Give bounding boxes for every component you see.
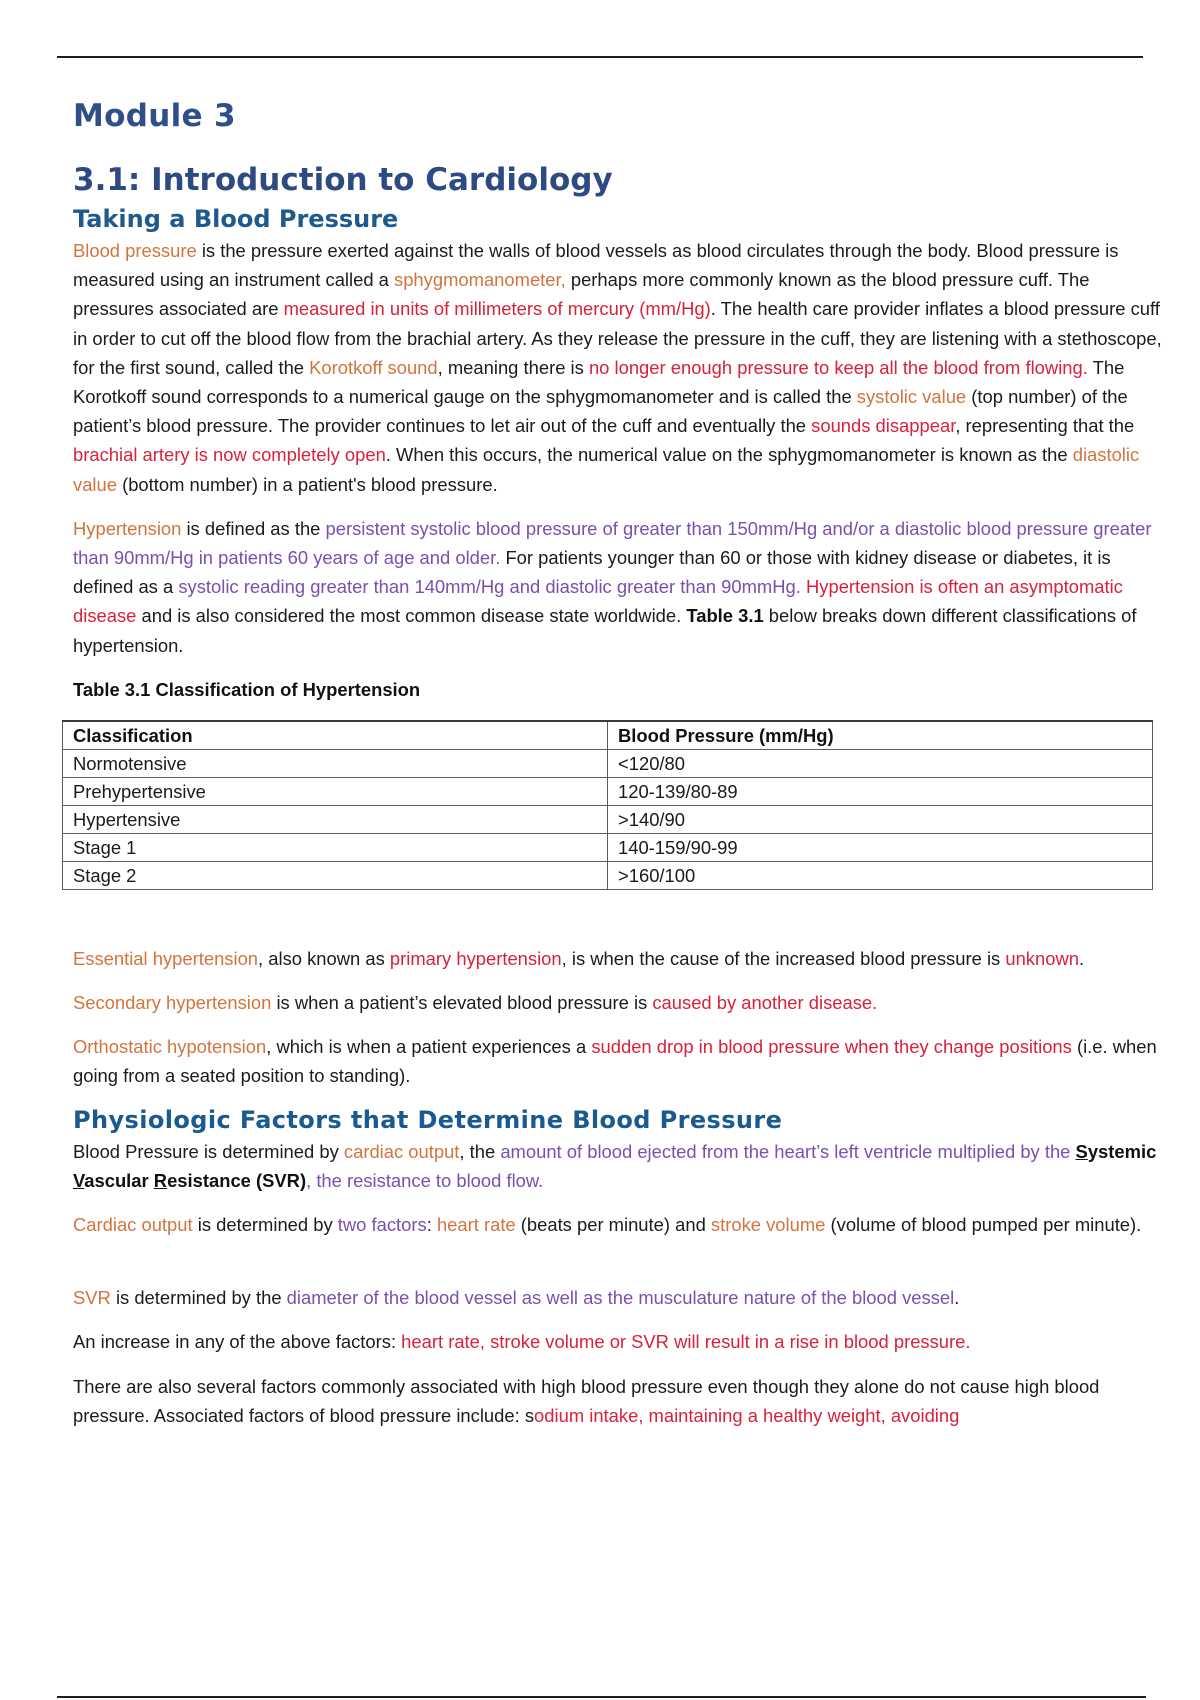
emphasis-units: measured in units of millimeters of mercury (mm/Hg) xyxy=(283,298,711,320)
paragraph-cardiac-output: Cardiac output is determined by two factors: heart rate (beats per minute) and stroke volume (volume of blood pumped per minute). xyxy=(73,1214,1142,1236)
cell-blood-pressure: <120/80 xyxy=(608,749,1153,777)
cell-classification: Stage 1 xyxy=(63,833,608,861)
emphasis-primary-hypertension: primary hypertension xyxy=(389,947,562,969)
term-cardiac-output-2: Cardiac output xyxy=(73,1214,193,1236)
emphasis-no-longer-enough-pressure: no longer enough pressure to keep all the blood from flowing. xyxy=(588,356,1088,378)
term-stroke-volume: stroke volume xyxy=(710,1214,826,1236)
definition-two-factors: two factors xyxy=(337,1214,427,1236)
term-cardiac-output: cardiac output xyxy=(343,1140,460,1162)
term-diastolic-value: diastolic value xyxy=(73,444,1140,495)
term-sphygmomanometer: sphygmomanometer, xyxy=(394,269,566,291)
cell-classification: Prehypertensive xyxy=(63,777,608,805)
definition-cardiac-output: amount of blood ejected from the heart’s left ventricle multiplied by the Systemic Vascular Resistance (SVR), the resistance to blood flow. xyxy=(73,1140,1157,1191)
paragraph-increase-factors: An increase in any of the above factors: heart rate, stroke volume or SVR will result in a rise in blood pressure. xyxy=(73,1331,971,1353)
term-heart-rate: heart rate xyxy=(436,1214,516,1236)
cell-blood-pressure: >160/100 xyxy=(608,861,1153,889)
paragraph-hypertension-definition: Hypertension is defined as the persistent systolic blood pressure of greater than 150mm/Hg and/or a diastolic blood pressure greater than 90mm/Hg in patients 60 years of age and older. For patients younger than 60 or those with kidney disease or diabetes, it is defined as a systolic reading greater than 140mm/Hg and diastolic greater than 90mmHg. Hypertension is often an asymptomatic disease and is also considered the most common disease state worldwide. Table 3.1 below breaks down different classifications of hypertension. xyxy=(73,517,1152,656)
cell-classification: Normotensive xyxy=(63,749,608,777)
emphasis-caused-by-disease: caused by another disease. xyxy=(652,992,878,1014)
emphasis-sudden-drop: sudden drop in blood pressure when they change positions xyxy=(591,1036,1072,1058)
table-row xyxy=(63,833,1153,861)
section-title-taking-blood-pressure: Taking a Blood Pressure xyxy=(73,205,399,233)
emphasis-artery-open: brachial artery is now completely open xyxy=(73,444,386,466)
definition-svr: diameter of the blood vessel as well as the musculature nature of the blood vessel xyxy=(286,1287,955,1309)
table-caption: Table 3.1 Classification of Hypertension xyxy=(73,678,421,700)
term-svr: SVR xyxy=(73,1287,111,1309)
module-title: Module 3 xyxy=(73,98,236,134)
paragraph-bp-determinants: Blood Pressure is determined by cardiac output, the amount of blood ejected from the heart’s left ventricle multiplied by the Systemic Vascular Resistance (SVR), the resistance to blood flow. xyxy=(73,1140,1157,1191)
table-reference: Table 3.1 xyxy=(686,605,764,627)
cell-blood-pressure: >140/90 xyxy=(608,805,1153,833)
emphasis-asymptomatic: Hypertension is often an asymptomatic disease xyxy=(73,576,1123,627)
term-hypertension: Hypertension xyxy=(73,517,182,539)
column-header-blood-pressure: Blood Pressure (mm/Hg) xyxy=(608,721,1153,750)
table-row xyxy=(63,749,1153,777)
definition-hypertension-under-60: systolic reading greater than 140mm/Hg and diastolic greater than 90mmHg. xyxy=(178,576,801,598)
term-blood-pressure: Blood pressure xyxy=(73,240,197,261)
table-row xyxy=(63,777,1153,805)
definition-hypertension-60-plus: persistent systolic blood pressure of greater than 150mm/Hg and/or a diastolic blood pressure greater than 90mm/Hg in patients 60 years of age and older. xyxy=(73,517,1152,569)
emphasis-sounds-disappear: sounds disappear xyxy=(811,415,956,437)
term-korotkoff-sound: Korotkoff sound xyxy=(309,356,438,378)
table-row xyxy=(63,805,1153,833)
cell-blood-pressure: 120-139/80-89 xyxy=(608,777,1153,805)
bottom-rule xyxy=(57,1696,1146,1698)
paragraph-svr: SVR is determined by the diameter of the blood vessel as well as the musculature nature of the blood vessel. xyxy=(73,1287,960,1309)
cell-classification: Stage 2 xyxy=(63,861,608,889)
top-rule xyxy=(57,56,1143,58)
term-orthostatic-hypotension: Orthostatic hypotension xyxy=(73,1036,267,1058)
chapter-title: 3.1: Introduction to Cardiology xyxy=(73,162,613,198)
emphasis-associated-factors: odium intake, maintaining a healthy weight, avoiding xyxy=(534,1404,960,1426)
emphasis-unknown: unknown xyxy=(1005,947,1079,969)
term-systolic-value: systolic value xyxy=(856,386,967,408)
paragraph-blood-pressure-definition: Blood pressure is the pressure exerted against the walls of blood vessels as blood circulates through the body. Blood pressure is measured using an instrument called a sphygmomanometer, perhaps more commonly known as the blood pressure cuff. The pressures associated are measured in units of millimeters of mercury (mm/Hg). The health care provider inflates a blood pressure cuff in order to cut off the blood flow from the brachial artery. As they release the pressure in the cuff, they are listening with a stethoscope, for the first sound, called the Korotkoff sound, meaning there is no longer enough pressure to keep all the blood from flowing. The Korotkoff sound corresponds to a numerical gauge on the sphygmomanometer and is called the systolic value (top number) of the patient’s blood pressure. The provider continues to let air out of the cuff and eventually the sounds disappear, representing that the brachial artery is now completely open. When this occurs, the numerical value on the sphygmomanometer is known as the diastolic value (bottom number) in a patient's blood pressure. xyxy=(73,240,1162,495)
cell-blood-pressure: 140-159/90-99 xyxy=(608,833,1153,861)
table-row xyxy=(63,861,1153,889)
paragraph-orthostatic-hypotension: Orthostatic hypotension, which is when a patient experiences a sudden drop in blood pressure when they change positions (i.e. when going from a seated position to standing). xyxy=(73,1036,1157,1087)
cell-classification: Hypertensive xyxy=(63,805,608,833)
table-header-row xyxy=(63,721,1153,750)
section-title-physiologic-factors: Physiologic Factors that Determine Blood Pressure xyxy=(73,1105,783,1134)
paragraph-associated-factors: There are also several factors commonly associated with high blood pressure even though they alone do not cause high blood pressure. Associated factors of blood pressure include: sodium intake, maintaining a healthy weight, avoiding xyxy=(73,1375,1100,1426)
document-page xyxy=(73,92,1163,1430)
column-header-classification: Classification xyxy=(63,721,608,750)
paragraph-essential-hypertension: Essential hypertension, also known as primary hypertension, is when the cause of the increased blood pressure is unknown. xyxy=(73,947,1085,969)
term-secondary-hypertension: Secondary hypertension xyxy=(73,992,272,1014)
hypertension-classification-table xyxy=(62,720,1153,890)
paragraph-secondary-hypertension: Secondary hypertension is when a patient’s elevated blood pressure is caused by another disease. xyxy=(73,992,878,1014)
term-essential-hypertension: Essential hypertension xyxy=(73,947,259,969)
emphasis-rise-in-bp: heart rate, stroke volume or SVR will result in a rise in blood pressure. xyxy=(401,1331,971,1353)
